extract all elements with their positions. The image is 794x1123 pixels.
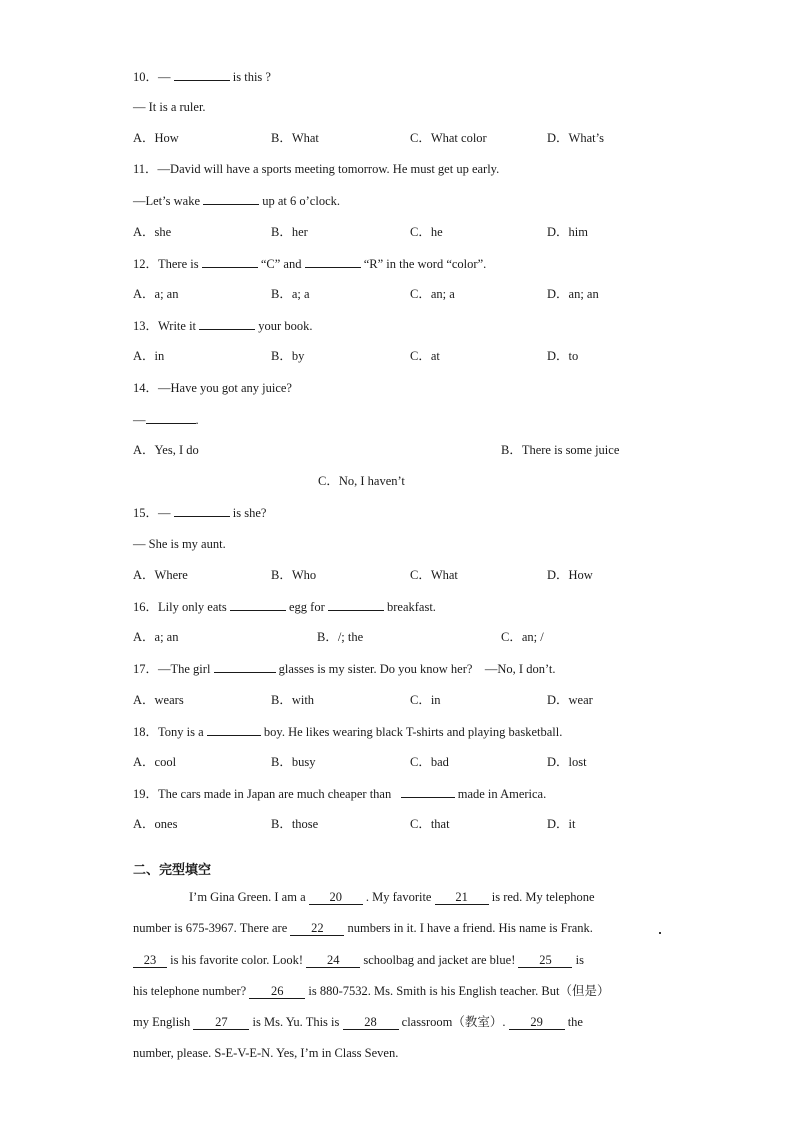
- question-number: 10．: [133, 70, 159, 84]
- option-d[interactable]: D．it: [547, 817, 576, 831]
- question-17: [133, 660, 556, 677]
- question-text: made in America.: [457, 787, 547, 801]
- question-text: 13．Write it: [133, 319, 197, 333]
- question-11-blank-line: [133, 192, 340, 209]
- option-b[interactable]: B．those: [271, 817, 319, 831]
- question-19: [133, 785, 546, 802]
- cloze-line-2: [133, 920, 593, 936]
- cloze-line-3: [133, 952, 584, 968]
- answer-line: — It is a ruler.: [133, 100, 206, 114]
- option-c[interactable]: C．an; a: [410, 287, 455, 301]
- question-text: your book.: [258, 319, 313, 333]
- option-d[interactable]: D．wear: [547, 693, 593, 707]
- question-15: [133, 504, 266, 521]
- question-11: 11．—David will have a sports meeting tomorrow. He must get up early.: [133, 162, 500, 176]
- cloze-line-6: number, please. S-E-V-E-N. Yes, I’m in Class Seven.: [133, 1046, 399, 1060]
- blank-27[interactable]: 27: [193, 1015, 249, 1030]
- passage-text: his telephone number?: [133, 984, 247, 998]
- option-d[interactable]: D．What’s: [547, 131, 604, 145]
- question-number: 15．: [133, 506, 159, 520]
- question-text: egg for: [289, 600, 325, 614]
- blank[interactable]: [174, 68, 230, 81]
- blank-28[interactable]: 28: [343, 1015, 399, 1030]
- period: .: [195, 413, 199, 427]
- question-13: [133, 317, 312, 334]
- option-c[interactable]: C．he: [410, 225, 443, 239]
- option-d[interactable]: D．him: [547, 225, 588, 239]
- option-a[interactable]: A．cool: [133, 755, 177, 769]
- question-16: [133, 598, 436, 615]
- blank[interactable]: [230, 598, 286, 611]
- option-c[interactable]: C．What color: [410, 131, 487, 145]
- blank-22[interactable]: 22: [290, 921, 344, 936]
- passage-text: numbers in it. I have a friend. His name is Frank.: [347, 921, 593, 935]
- option-b[interactable]: B．her: [271, 225, 308, 239]
- option-a[interactable]: A．Where: [133, 568, 188, 582]
- option-b[interactable]: B．What: [271, 131, 319, 145]
- blank[interactable]: [202, 255, 258, 268]
- question-text: boy. He likes wearing black T-shirts and playing basketball.: [263, 725, 563, 739]
- blank-20[interactable]: 20: [309, 890, 363, 905]
- option-b[interactable]: B．/; the: [317, 630, 364, 644]
- blank[interactable]: [401, 785, 455, 798]
- question-text: glasses is my sister. Do you know her? —No, I don’t.: [278, 662, 556, 676]
- blank-29[interactable]: 29: [509, 1015, 565, 1030]
- option-c[interactable]: C．bad: [410, 755, 449, 769]
- question-12: [133, 255, 486, 272]
- passage-text: my English: [133, 1015, 191, 1029]
- question-text: 19．The cars made in Japan are much cheaper than: [133, 787, 392, 801]
- blank-23[interactable]: 23: [133, 953, 167, 968]
- option-a[interactable]: A．ones: [133, 817, 178, 831]
- option-c[interactable]: C．at: [410, 349, 440, 363]
- option-a[interactable]: A．a; an: [133, 287, 179, 301]
- option-b[interactable]: B．busy: [271, 755, 316, 769]
- option-d[interactable]: D．How: [547, 568, 593, 582]
- dash: —: [158, 70, 171, 84]
- question-14-blank-line: [133, 411, 199, 428]
- option-a[interactable]: A．in: [133, 349, 165, 363]
- question-text: is this ?: [232, 70, 271, 84]
- question-18: [133, 723, 562, 740]
- passage-text: . My favorite: [365, 890, 432, 904]
- question-text: “R” in the word “color”.: [363, 257, 487, 271]
- option-c[interactable]: C．What: [410, 568, 458, 582]
- passage-text: classroom（教室）.: [401, 1015, 506, 1029]
- dash: —: [158, 506, 171, 520]
- question-14: 14．—Have you got any juice?: [133, 381, 292, 395]
- option-c[interactable]: C．No, I haven’t: [318, 474, 405, 488]
- passage-text: is his favorite color. Look!: [170, 953, 304, 967]
- passage-text: the: [567, 1015, 583, 1029]
- cloze-line-1: [189, 889, 595, 905]
- blank[interactable]: [203, 192, 259, 205]
- question-text: —Let’s wake: [133, 194, 200, 208]
- blank[interactable]: [328, 598, 384, 611]
- option-b[interactable]: B．with: [271, 693, 315, 707]
- question-text: “C” and: [260, 257, 302, 271]
- blank[interactable]: [174, 504, 230, 517]
- blank[interactable]: [207, 723, 261, 736]
- question-text: breakfast.: [387, 600, 436, 614]
- cloze-line-4: [133, 983, 609, 999]
- blank[interactable]: [199, 317, 255, 330]
- option-c[interactable]: C．that: [410, 817, 450, 831]
- question-text: 16．Lily only eats: [133, 600, 227, 614]
- option-d[interactable]: D．lost: [547, 755, 587, 769]
- option-a[interactable]: A．a; an: [133, 630, 179, 644]
- passage-text: is 880-7532. Ms. Smith is his English teacher. But（但是）: [308, 984, 610, 998]
- question-10: [133, 68, 271, 85]
- option-a[interactable]: A．How: [133, 131, 179, 145]
- blank-25[interactable]: 25: [518, 953, 572, 968]
- option-a[interactable]: A．wears: [133, 693, 184, 707]
- question-text: 17．—The girl: [133, 662, 211, 676]
- passage-text: is: [575, 953, 584, 967]
- passage-text: I’m Gina Green. I am a: [189, 890, 306, 904]
- passage-text: schoolbag and jacket are blue!: [363, 953, 516, 967]
- option-a[interactable]: A．she: [133, 225, 172, 239]
- blank-21[interactable]: 21: [435, 890, 489, 905]
- dash: —: [133, 413, 146, 427]
- passage-text: is Ms. Yu. This is: [252, 1015, 340, 1029]
- option-c[interactable]: C．an; /: [501, 630, 544, 644]
- answer-line: — She is my aunt.: [133, 537, 226, 551]
- question-text: is she?: [232, 506, 267, 520]
- passage-text: number is 675-3967. There are: [133, 921, 288, 935]
- option-b[interactable]: B．by: [271, 349, 305, 363]
- stray-mark: [659, 932, 661, 934]
- passage-text: is red. My telephone: [491, 890, 595, 904]
- option-a[interactable]: A．Yes, I do: [133, 443, 199, 457]
- blank-24[interactable]: 24: [306, 953, 360, 968]
- option-c[interactable]: C．in: [410, 693, 441, 707]
- option-b[interactable]: B．Who: [271, 568, 317, 582]
- question-text: 12．There is: [133, 257, 199, 271]
- blank[interactable]: [146, 411, 196, 424]
- option-b[interactable]: B．a; a: [271, 287, 310, 301]
- question-text: up at 6 o’clock.: [262, 194, 341, 208]
- blank[interactable]: [214, 660, 276, 673]
- blank-26[interactable]: 26: [249, 984, 305, 999]
- option-b[interactable]: B．There is some juice: [501, 443, 620, 457]
- option-d[interactable]: D．an; an: [547, 287, 599, 301]
- section-heading: 二、完型填空: [133, 863, 212, 878]
- blank[interactable]: [305, 255, 361, 268]
- question-text: 18．Tony is a: [133, 725, 204, 739]
- cloze-line-5: [133, 1014, 583, 1030]
- option-d[interactable]: D．to: [547, 349, 579, 363]
